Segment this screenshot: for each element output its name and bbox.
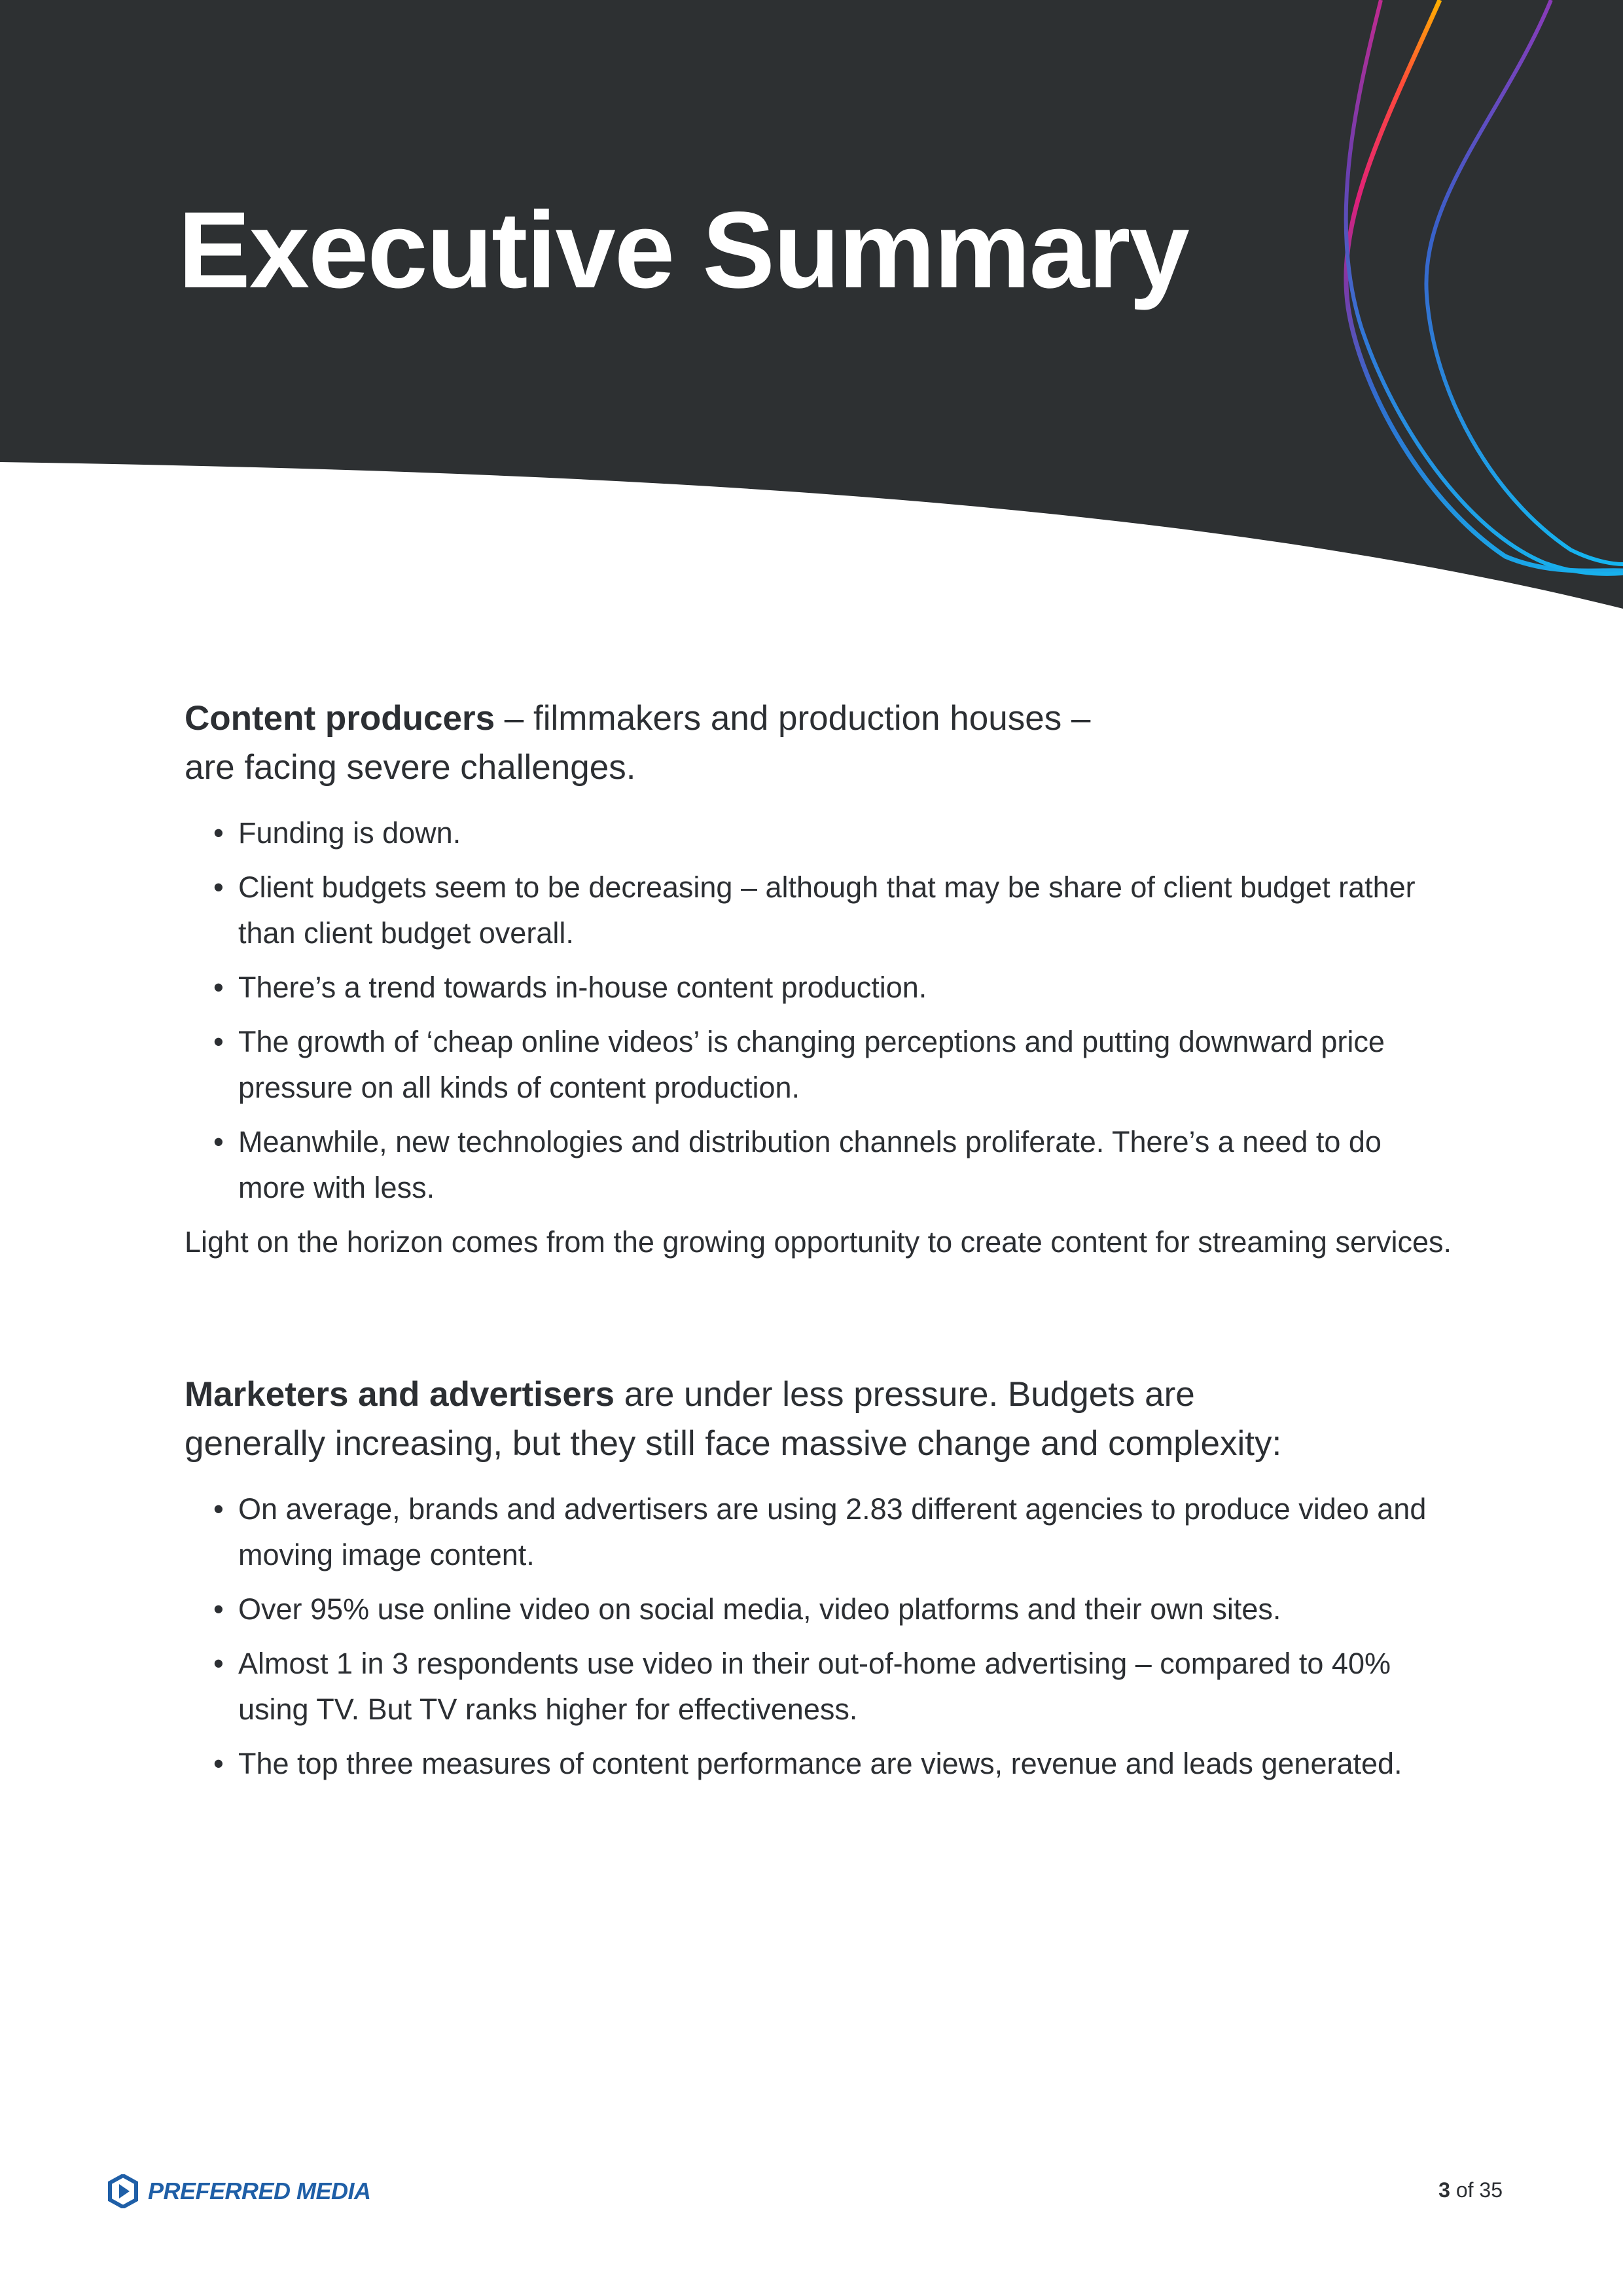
play-shield-icon <box>107 2174 139 2208</box>
section-content-producers <box>185 694 1454 1265</box>
heading-rest-line2: generally increasing, but they still face massive change and complexity: <box>185 1424 1282 1463</box>
heading-bold-lead: Content producers <box>185 699 495 738</box>
section-heading <box>185 1370 1454 1468</box>
bullet-icon: • <box>213 1025 224 1058</box>
bullet-icon: • <box>213 870 224 904</box>
page-title: Executive Summary <box>178 190 1188 311</box>
closing-paragraph: Light on the horizon comes from the growing opportunity to create content for streaming services. <box>185 1225 1452 1259</box>
header-banner <box>0 0 1623 655</box>
bullet-icon: • <box>213 971 224 1004</box>
list-item: • Over 95% use online video on social media, video platforms and their own sites. <box>185 1587 1454 1632</box>
bullet-icon: • <box>213 1592 224 1626</box>
heading-rest: – filmmakers and production houses – <box>495 699 1091 738</box>
bullet-icon: • <box>213 816 224 850</box>
heading-rest-line2: are facing severe challenges. <box>185 748 636 787</box>
brand-name: PREFERRED MEDIA <box>148 2178 371 2204</box>
heading-rest: are under less pressure. Budgets are <box>614 1375 1195 1414</box>
list-item: • On average, brands and advertisers are using 2.83 different agencies to produce video and moving image content. <box>185 1486 1454 1578</box>
list-item: • There’s a trend towards in-house content production. <box>185 965 1454 1011</box>
brand-logo <box>107 2174 371 2208</box>
list-item: • The top three measures of content performance are views, revenue and leads generated. <box>185 1741 1454 1787</box>
page-total: of 35 <box>1455 2178 1503 2202</box>
bullet-list <box>185 810 1454 1211</box>
main-content <box>185 694 1454 1795</box>
bullet-list <box>185 1486 1454 1787</box>
bullet-icon: • <box>213 1492 224 1526</box>
list-item: • Almost 1 in 3 respondents use video in their out-of-home advertising – compared to 40% using TV. But TV ranks higher for effectiveness. <box>185 1641 1454 1732</box>
list-item: • Client budgets seem to be decreasing – although that may be share of client budget rather than client budget overall. <box>185 865 1454 956</box>
bullet-icon: • <box>213 1747 224 1780</box>
bullet-icon: • <box>213 1647 224 1680</box>
page-number <box>1438 2178 1503 2202</box>
section-marketers <box>185 1370 1454 1787</box>
page-current: 3 <box>1438 2178 1450 2202</box>
heading-bold-lead: Marketers and advertisers <box>185 1375 615 1414</box>
bullet-icon: • <box>213 1125 224 1158</box>
list-item: • Funding is down. <box>185 810 1454 856</box>
list-item: • Meanwhile, new technologies and distribution channels proliferate. There’s a need to do more with less. <box>185 1119 1454 1211</box>
section-heading <box>185 694 1454 792</box>
list-item: • The growth of ‘cheap online videos’ is changing perceptions and putting downward price pressure on all kinds of content production. <box>185 1019 1454 1111</box>
